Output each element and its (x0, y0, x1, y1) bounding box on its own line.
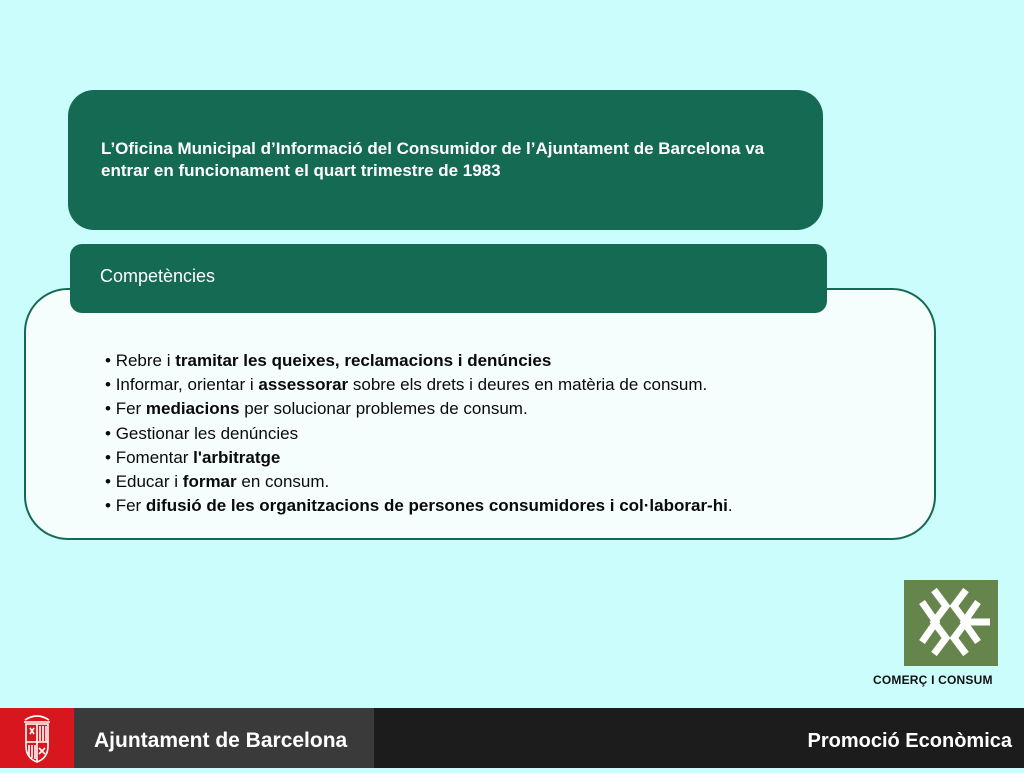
intro-box (68, 90, 823, 230)
item-text-end: sobre els drets i deures en matèria de consum. (348, 375, 708, 395)
competencies-header (70, 244, 827, 313)
item-text: Fomentar (115, 447, 194, 467)
barcelona-crest-icon (0, 708, 74, 768)
list-item (105, 422, 733, 446)
bullet: • (105, 423, 111, 443)
list-item (105, 446, 733, 470)
footer-bar (0, 708, 1024, 768)
list-item (105, 397, 733, 421)
comerc-consum-logo-icon (904, 580, 998, 666)
item-text: Educar i (115, 472, 183, 492)
item-text: Informar, orientar i (115, 375, 259, 395)
logo-caption: COMERÇ I CONSUM (873, 673, 993, 687)
item-bold-text: l'arbitratge (193, 447, 281, 467)
footer-org-block (0, 708, 374, 768)
list-item (105, 349, 733, 373)
bullet: • (105, 472, 111, 492)
item-bold-text: assessorar (258, 375, 349, 395)
bullet: • (105, 375, 111, 395)
item-bold-text: difusió de les organitzacions de persones consumidores i col·laborar-hi (145, 496, 728, 516)
list-item (105, 470, 733, 494)
item-text-end: per solucionar problemes de consum. (239, 399, 528, 419)
bullet: • (105, 399, 111, 419)
item-bold-text: mediacions (145, 399, 240, 419)
bullet: • (105, 496, 111, 516)
competencies-list (105, 349, 733, 518)
item-text: Rebre i (115, 351, 176, 370)
bullet: • (105, 447, 111, 467)
department-name: Promoció Econòmica (807, 730, 1012, 752)
item-text-end: en consum. (236, 472, 330, 492)
item-bold-text: formar (182, 472, 237, 492)
list-item (105, 494, 733, 518)
item-text-end: . (727, 496, 733, 516)
item-text: Gestionar les denúncies (115, 423, 299, 443)
org-name: Ajuntament de Barcelona (94, 729, 348, 752)
competencies-title: Competències (100, 266, 216, 286)
item-bold-text: tramitar les queixes, reclamacions i denúncies (175, 351, 552, 370)
bullet: • (105, 351, 111, 370)
item-text: Fer (115, 496, 146, 516)
item-text: Fer (115, 399, 146, 419)
intro-text: L’Oficina Municipal d’Informació del Consumidor de l’Ajuntament de Barcelona va entrar en funcionament el quart trimestre de 1983 (101, 139, 765, 180)
list-item (105, 373, 733, 397)
